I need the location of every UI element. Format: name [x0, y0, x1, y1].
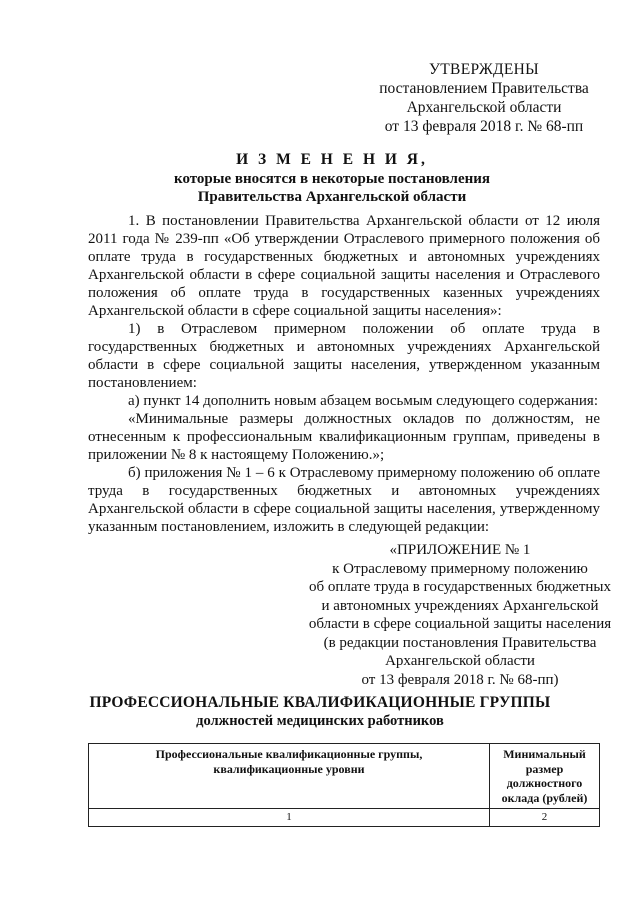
appendix-line: «ПРИЛОЖЕНИЕ № 1 [389, 542, 531, 558]
body-text [88, 212, 600, 536]
approval-line: Архангельской области [406, 99, 562, 116]
appendix-line: от 13 февраля 2018 г. № 68-пп) [361, 671, 559, 688]
appendix-line: и автономных учреждениях Архангельской [321, 597, 599, 614]
table-header-row [89, 744, 600, 809]
header-line: оклада (рублей) [501, 790, 588, 805]
approval-line: постановлением Правительства [379, 80, 589, 97]
paragraph: 1. В постановлении Правительства Архангельской области от 12 июля 2011 года № 239-пп «Об утверждении Отраслевого примерного положения об оплате труда в государственных бюджетных и автономных учреждениях Архангельской области в сфере социальной защиты населения и Отраслевого положения об оплате труда в государственных казенных учреждениях Архангельской области в сфере социальной защиты населения»: [88, 213, 600, 319]
pkg-subtitle: должностей медицинских работников [196, 713, 444, 729]
changes-subtitle [12, 170, 640, 206]
table-row [89, 809, 600, 827]
pkg-title: ПРОФЕССИОНАЛЬНЫЕ КВАЛИФИКАЦИОННЫЕ ГРУППЫ [89, 694, 551, 711]
header-line: должностного [506, 776, 583, 790]
column-number: 1 [89, 809, 490, 827]
changes-title: И З М Е Н Е Н И Я, [236, 151, 428, 168]
approval-line: от 13 февраля 2018 г. № 68-пп [384, 118, 584, 135]
changes-subtitle-line: Правительства Архангельской области [197, 189, 467, 205]
salary-table [88, 743, 600, 827]
approval-stamp [368, 60, 600, 136]
header-line: размер [525, 761, 564, 776]
header-qualification-groups [89, 744, 490, 809]
paragraph: 1) в Отраслевом примерном положении об оплате труда в государственных бюджетных и автономных учреждениях Архангельской области в сфере социальной защиты населения, утвержденном указанным постановлением: [88, 321, 600, 391]
header-line: Минимальный [503, 747, 586, 761]
appendix-header [290, 541, 630, 689]
appendix-line: к Отраслевому примерному положению [332, 560, 588, 577]
header-line: квалификационные уровни [213, 761, 365, 776]
appendix-line: об оплате труда в государственных бюджетных [309, 579, 611, 595]
header-min-salary [490, 744, 600, 809]
paragraph: а) пункт 14 дополнить новым абзацем восьмым следующего содержания: [128, 393, 598, 409]
appendix-line: области в сфере социальной защиты населения [308, 616, 612, 632]
appendix-line: Архангельской области [385, 653, 535, 669]
header-line: Профессиональные квалификационные группы, [155, 747, 423, 761]
column-number: 2 [490, 809, 600, 827]
paragraph: б) приложения № 1 – 6 к Отраслевому примерному положению об оплате труда в государственных бюджетных и автономных учреждениях Архангельской области в сфере социальной защиты населения, утвержденному указанным постановлением, изложить в следующей редакции: [88, 465, 600, 535]
changes-subtitle-line: которые вносятся в некоторые постановления [174, 171, 490, 187]
paragraph: «Минимальные размеры должностных окладов по должностям, не отнесенным к профессиональным квалификационным группам, приведены в приложении № 8 к настоящему Положению.»; [88, 411, 600, 463]
approval-title: УТВЕРЖДЕНЫ [429, 61, 539, 78]
appendix-line: (в редакции постановления Правительства [323, 634, 597, 651]
